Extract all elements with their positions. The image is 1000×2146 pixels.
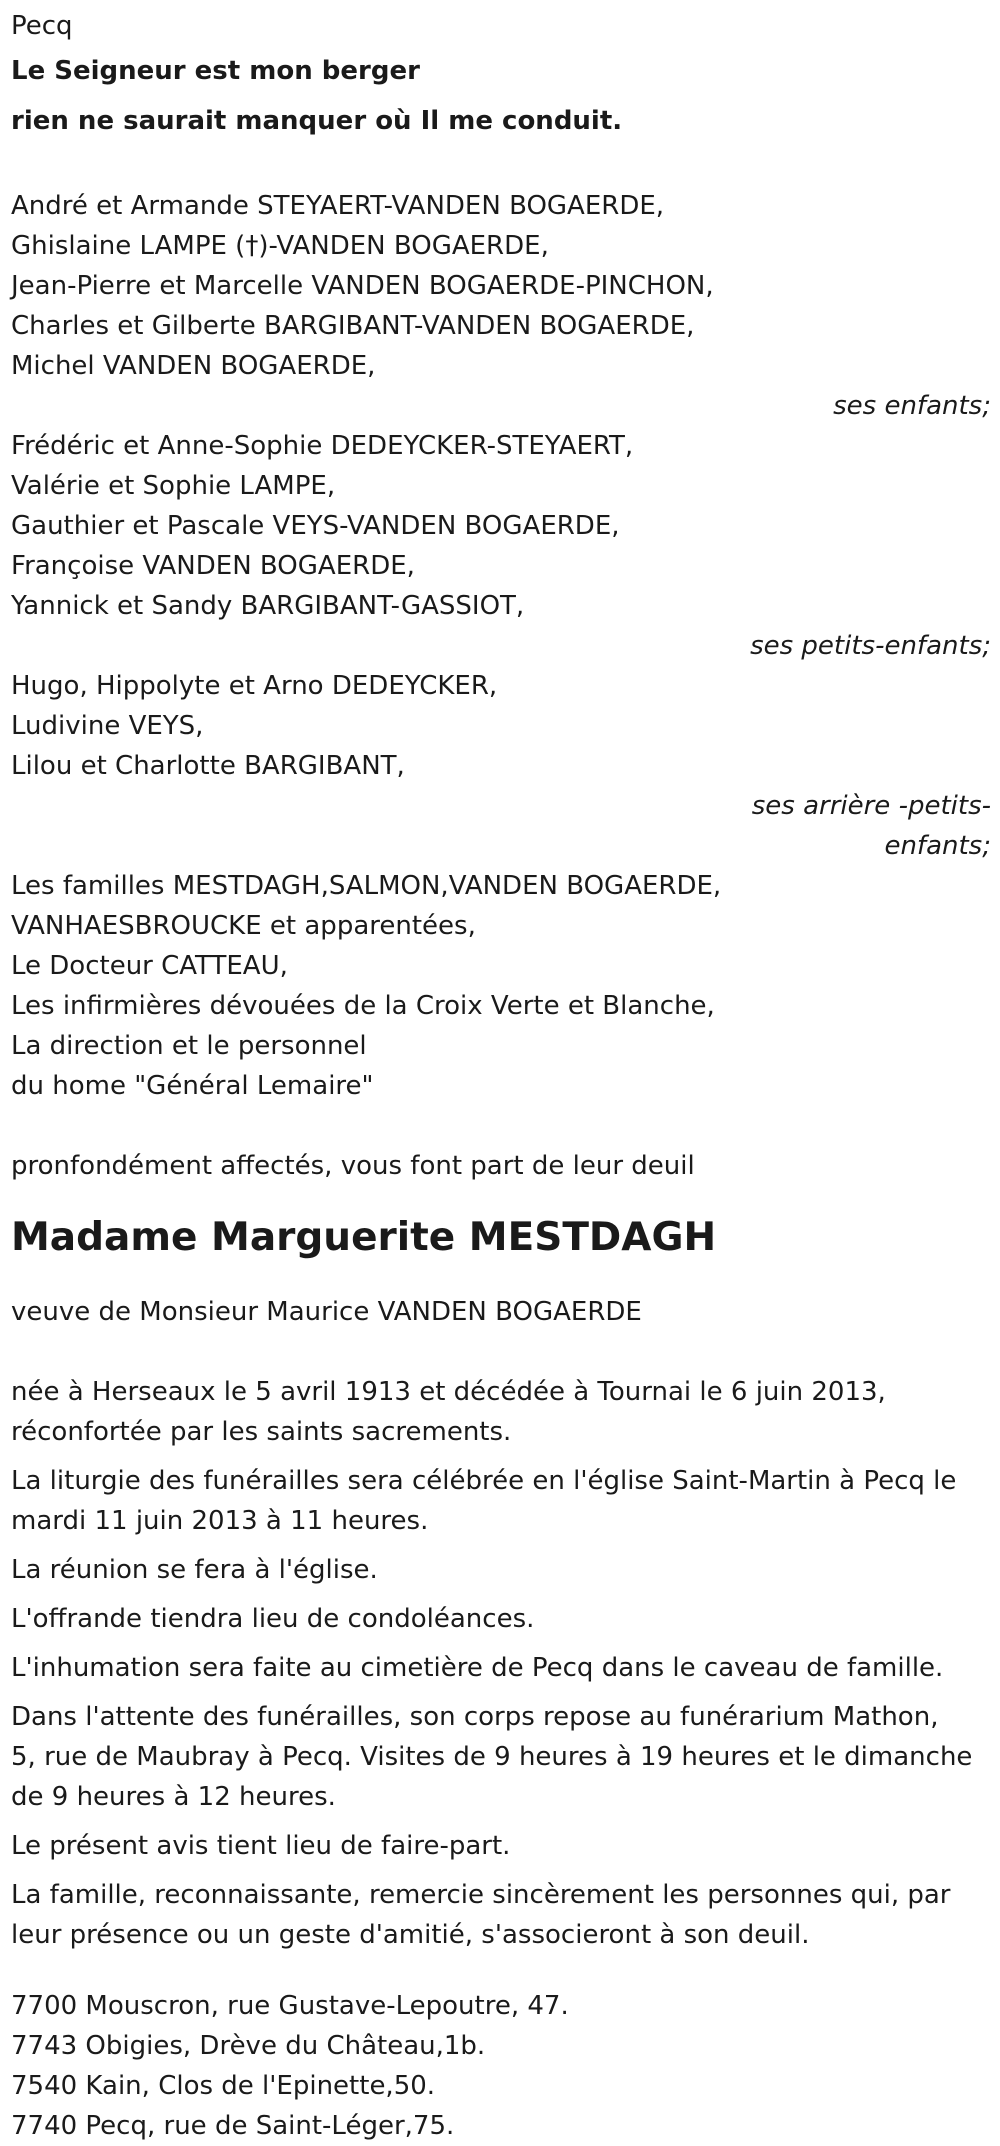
paragraph-line: 5, rue de Maubray à Pecq. Visites de 9 heures à 19 heures et le dimanche — [11, 1742, 973, 1772]
paragraph-line: Le présent avis tient lieu de faire-part. — [11, 1831, 511, 1861]
child-name: Jean-Pierre et Marcelle VANDEN BOGAERDE-PINCHON, — [11, 271, 714, 301]
paragraph-line: de 9 heures à 12 heures. — [11, 1782, 336, 1812]
meeting-paragraph — [11, 1550, 991, 1590]
verse-line-1: Le Seigneur est mon berger — [11, 56, 420, 86]
funerarium-paragraph — [11, 1697, 991, 1817]
child-name: Ghislaine LAMPE (†)-VANDEN BOGAERDE, — [11, 231, 549, 261]
paragraph-line: La réunion se fera à l'église. — [11, 1555, 378, 1585]
widow-of-text: veuve de Monsieur Maurice VANDEN BOGAERDE — [11, 1297, 642, 1327]
grandchild-name: Yannick et Sandy BARGIBANT-GASSIOT, — [11, 591, 525, 621]
grandchild-name: Valérie et Sophie LAMPE, — [11, 471, 336, 501]
great-grandchildren-role-line-1: ses arrière -petits- — [751, 791, 991, 821]
liturgy-paragraph — [11, 1461, 991, 1541]
grandchild-name: Gauthier et Pascale VEYS-VANDEN BOGAERDE, — [11, 511, 620, 541]
other-mourner: du home "Général Lemaire" — [11, 1071, 374, 1101]
address-line: 7540 Kain, Clos de l'Epinette,50. — [11, 2071, 436, 2101]
great-grandchild-name: Lilou et Charlotte BARGIBANT, — [11, 751, 405, 781]
obituary-document — [11, 6, 991, 2146]
children-role: ses enfants; — [833, 391, 991, 421]
child-name: Charles et Gilberte BARGIBANT-VANDEN BOGAERDE, — [11, 311, 695, 341]
offering-paragraph — [11, 1599, 991, 1639]
other-mourner: Les familles MESTDAGH,SALMON,VANDEN BOGAERDE, — [11, 871, 722, 901]
paragraph-line: Dans l'attente des funérailles, son corps repose au funérarium Mathon, — [11, 1702, 939, 1732]
paragraph-line: née à Herseaux le 5 avril 1913 et décédée à Tournai le 6 juin 2013, — [11, 1377, 886, 1407]
grandchildren-role: ses petits-enfants; — [750, 631, 991, 661]
address-line: 7740 Pecq, rue de Saint-Léger,75. — [11, 2111, 455, 2141]
child-name: André et Armande STEYAERT-VANDEN BOGAERDE, — [11, 191, 665, 221]
great-grandchildren-block — [11, 666, 991, 866]
great-grandchild-name: Ludivine VEYS, — [11, 711, 204, 741]
paragraph-line: La famille, reconnaissante, remercie sincèrement les personnes qui, par — [11, 1880, 951, 1910]
paragraph-line: La liturgie des funérailles sera célébrée en l'église Saint-Martin à Pecq le — [11, 1466, 957, 1496]
details-block — [11, 1372, 991, 1955]
paragraph-line: réconfortée par les saints sacrements. — [11, 1417, 512, 1447]
birth-death-paragraph — [11, 1372, 991, 1452]
verse-line-2: rien ne saurait manquer où Il me conduit. — [11, 106, 623, 136]
address-line: 7700 Mouscron, rue Gustave-Lepoutre, 47. — [11, 1991, 569, 2021]
deceased-name: Madame Marguerite MESTDAGH — [11, 1215, 717, 1260]
other-mourner: Les infirmières dévouées de la Croix Verte et Blanche, — [11, 991, 715, 1021]
children-block — [11, 186, 991, 426]
paragraph-line: mardi 11 juin 2013 à 11 heures. — [11, 1506, 429, 1536]
others-block — [11, 866, 991, 1106]
place-header: Pecq — [11, 11, 73, 41]
other-mourner: VANHAESBROUCKE et apparentées, — [11, 911, 476, 941]
notice-paragraph — [11, 1826, 991, 1866]
paragraph-line: L'offrande tiendra lieu de condoléances. — [11, 1604, 535, 1634]
addresses-block — [11, 1986, 991, 2146]
grandchild-name: Françoise VANDEN BOGAERDE, — [11, 551, 415, 581]
paragraph-line: leur présence ou un geste d'amitié, s'associeront à son deuil. — [11, 1920, 810, 1950]
great-grandchild-name: Hugo, Hippolyte et Arno DEDEYCKER, — [11, 671, 498, 701]
great-grandchildren-role-line-2: enfants; — [884, 831, 991, 861]
child-name: Michel VANDEN BOGAERDE, — [11, 351, 376, 381]
paragraph-line: L'inhumation sera faite au cimetière de Pecq dans le caveau de famille. — [11, 1653, 944, 1683]
thanks-paragraph — [11, 1875, 991, 1955]
grandchildren-block — [11, 426, 991, 666]
other-mourner: Le Docteur CATTEAU, — [11, 951, 288, 981]
address-line: 7743 Obigies, Drève du Château,1b. — [11, 2031, 486, 2061]
announcement-text: pronfondément affectés, vous font part de leur deuil — [11, 1151, 695, 1181]
grandchild-name: Frédéric et Anne-Sophie DEDEYCKER-STEYAERT, — [11, 431, 634, 461]
other-mourner: La direction et le personnel — [11, 1031, 367, 1061]
burial-paragraph — [11, 1648, 991, 1688]
